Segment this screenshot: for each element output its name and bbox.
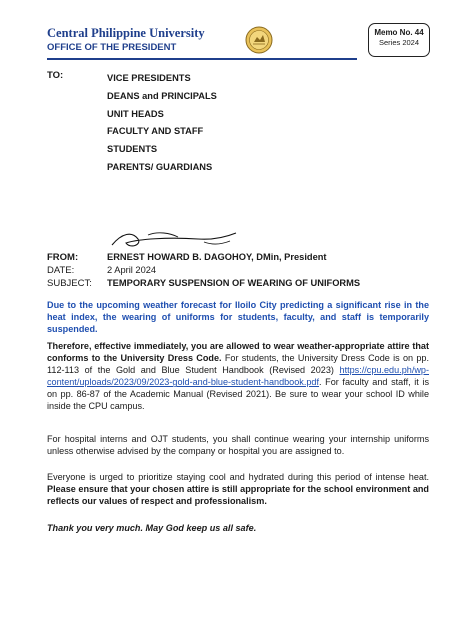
recipient-item: PARENTS/ GUARDIANS [107,161,213,172]
heat-advisory-text: Everyone is urged to prioritize staying cool and hydrated during this period of intense heat. [47,472,429,482]
from-label: FROM: [47,252,79,263]
to-label: TO: [47,70,64,81]
dress-code-paragraph [47,340,429,413]
handbook-link[interactable]: https://cpu.edu.ph/wp-content/uploads/2023/09/2023-gold-and-blue-student-handbook.pdf [47,365,429,388]
recipient-list [107,70,217,177]
recipient-item: FACULTY AND STAFF [107,126,204,137]
dress-code-faculty: . For faculty and staff, it is on pp. 86-87 of the Academic Manual (Revised 2021). Be sure to wear your school ID while inside the CPU campus. [47,377,429,412]
university-name: Central Philippine University [47,26,205,40]
date-value: 2 April 2024 [107,265,157,275]
date-label: DATE: [47,265,75,276]
subject-label: SUBJECT: [47,278,92,289]
university-seal-icon [245,26,273,54]
attire-reminder: Please ensure that your chosen attire is still appropriate for the school environment and reflects our values of respect and professionalism. [47,484,429,507]
header-rule [47,58,357,60]
heat-advisory-paragraph [47,471,429,507]
memo-series: Series 2024 [378,38,420,47]
closing-line: Thank you very much. May God keep us all safe. [47,523,257,533]
signature [108,227,240,253]
memo-number-box [368,23,430,57]
recipient-item: UNIT HEADS [107,108,164,119]
from-value: ERNEST HOWARD B. DAGOHOY, DMin, President [107,252,327,262]
recipient-item: DEANS and PRINCIPALS [107,90,217,101]
announcement-paragraph: Due to the upcoming weather forecast for Iloilo City predicting a significant rise in the heat index, the wearing of uniforms for students, faculty, and staff is temporarily suspended. [47,300,429,335]
subject-value: TEMPORARY SUSPENSION OF WEARING OF UNIFORMS [107,278,361,288]
recipient-item: VICE PRESIDENTS [107,73,191,83]
dress-code-students: For students, the University Dress Code is on pp. 112-113 of the Gold and Blue Student Handbook (Revised 2023) [47,353,429,376]
recipient-item: STUDENTS [107,144,158,155]
memo-number: Memo No. 44 [374,28,424,37]
office-name: OFFICE OF THE PRESIDENT [47,42,177,53]
interns-paragraph: For hospital interns and OJT students, you shall continue wearing your internship uniforms unless otherwise advised by the company or hospital you are assigned to. [47,434,429,457]
dress-code-lead: Therefore, effective immediately, you are allowed to wear weather-appropriate attire that conforms to the University Dress Code. [47,341,429,364]
